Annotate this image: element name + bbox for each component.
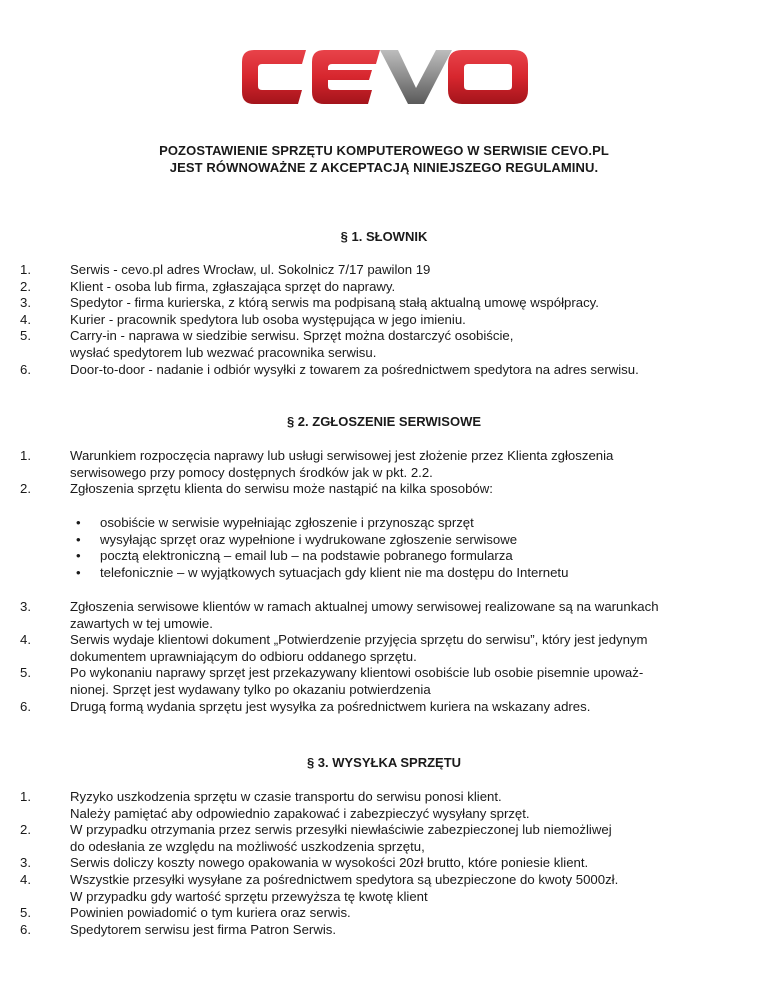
list-item: 6. Spedytorem serwisu jest firma Patron Serwis. — [20, 921, 337, 937]
section-2-bullets — [60, 515, 720, 581]
bullet-item: • osobiście w serwisie wypełniając zgłoszenie i przynosząc sprzęt — [76, 515, 474, 530]
intro-line-2: JEST RÓWNOWAŻNE Z AKCEPTACJĄ NINIEJSZEGO REGULAMINU. — [169, 160, 599, 175]
list-item: 6. Drugą formą wydania sprzętu jest wysyłka za pośrednictwem kuriera na wskazany adres. — [20, 698, 591, 714]
cevo-logo — [240, 44, 530, 110]
section-2-list-a — [20, 448, 740, 498]
list-item: 4. Wszystkie przesyłki wysyłane za pośrednictwem spedytora są ubezpieczone do kwoty 5000zł. W przypadku gdy wartość sprzętu przewyższa tę kwotę klient — [20, 871, 619, 904]
logo-letter-c — [242, 50, 306, 104]
bullet-item: • pocztą elektroniczną – email lub – na podstawie pobranego formularza — [76, 548, 513, 564]
list-item: 3. Spedytor - firma kurierska, z którą serwis ma podpisaną stałą aktualną umowę współpracy. — [20, 295, 599, 311]
list-item: 1. Serwis - cevo.pl adres Wrocław, ul. Sokolnicz 7/17 pawilon 19 — [20, 262, 431, 277]
list-item: 2. Klient - osoba lub firma, zgłaszająca sprzęt do naprawy. — [20, 278, 396, 294]
list-item: 4. Kurier - pracownik spedytora lub osoba występująca w jego imieniu. — [20, 311, 466, 327]
intro-statement — [0, 142, 768, 176]
list-item: 5. Carry-in - naprawa w siedzibie serwisu. Sprzęt można dostarczyć osobiście, wysłać spedytorem lub wezwać pracownika serwisu. — [20, 328, 514, 360]
list-item: 3. Serwis doliczy koszty nowego opakowania w wysokości 20zł brutto, które poniesie klient. — [20, 855, 589, 871]
logo-letter-e — [312, 50, 380, 104]
list-item: 5. Po wykonaniu naprawy sprzęt jest przekazywany klientowi osobiście lub osobie pisemnie upoważ- nionej. Sprzęt jest wydawany tylko po okazaniu potwierdzenia — [20, 665, 644, 697]
section-2-heading: § 2. ZGŁOSZENIE SERWISOWE — [286, 414, 482, 429]
section-3-list — [20, 789, 740, 938]
list-item: 5. Powinien powiadomić o tym kuriera oraz serwis. — [20, 905, 351, 921]
intro-line-1: POZOSTAWIENIE SPRZĘTU KOMPUTEROWEGO W SERWISIE CEVO.PL — [159, 143, 609, 158]
list-item: 2. W przypadku otrzymania przez serwis przesyłki niewłaściwie zabezpieczonej lub niemożliwej do odesłania ze względu na możliwość uszkodzenia sprzętu, — [20, 822, 612, 854]
logo-letter-o — [448, 50, 528, 104]
list-item: 6. Door-to-door - nadanie i odbiór wysyłki z towarem za pośrednictwem spedytora na adres serwisu. — [20, 361, 639, 377]
list-item: 1. Warunkiem rozpoczęcia naprawy lub usługi serwisowej jest złożenie przez Klienta zgłoszenia serwisowego przy pomocy dostępnych środków jak w pkt. 2.2. — [20, 448, 614, 480]
bullet-item: • wysyłając sprzęt oraz wypełnione i wydrukowane zgłoszenie serwisowe — [76, 531, 518, 547]
section-3-heading: § 3. WYSYŁKA SPRZĘTU — [306, 755, 462, 770]
section-1-list — [20, 262, 740, 378]
bullet-item: • telefonicznie – w wyjątkowych sytuacjach gdy klient nie ma dostępu do Internetu — [76, 564, 569, 580]
section-2-list-b — [20, 599, 740, 715]
list-item: 2. Zgłoszenia sprzętu klienta do serwisu może nastąpić na kilka sposobów: — [20, 481, 493, 497]
list-item: 3. Zgłoszenia serwisowe klientów w ramach aktualnej umowy serwisowej realizowane są na warunkach zawartych w tej umowie. — [20, 599, 659, 631]
list-item: 1. Ryzyko uszkodzenia sprzętu w czasie transportu do serwisu ponosi klient. Należy pamiętać aby odpowiednio zapakować i zabezpieczyć wysyłany sprzęt. — [20, 789, 530, 821]
list-item: 4. Serwis wydaje klientowi dokument „Potwierdzenie przyjęcia sprzętu do serwisu”, który jest jedynym dokumentem uprawniającym do odbioru oddanego sprzętu. — [20, 632, 648, 664]
cevo-logo-graphic — [240, 44, 530, 110]
section-1-heading: § 1. SŁOWNIK — [340, 229, 428, 244]
logo-letter-v — [380, 50, 452, 104]
